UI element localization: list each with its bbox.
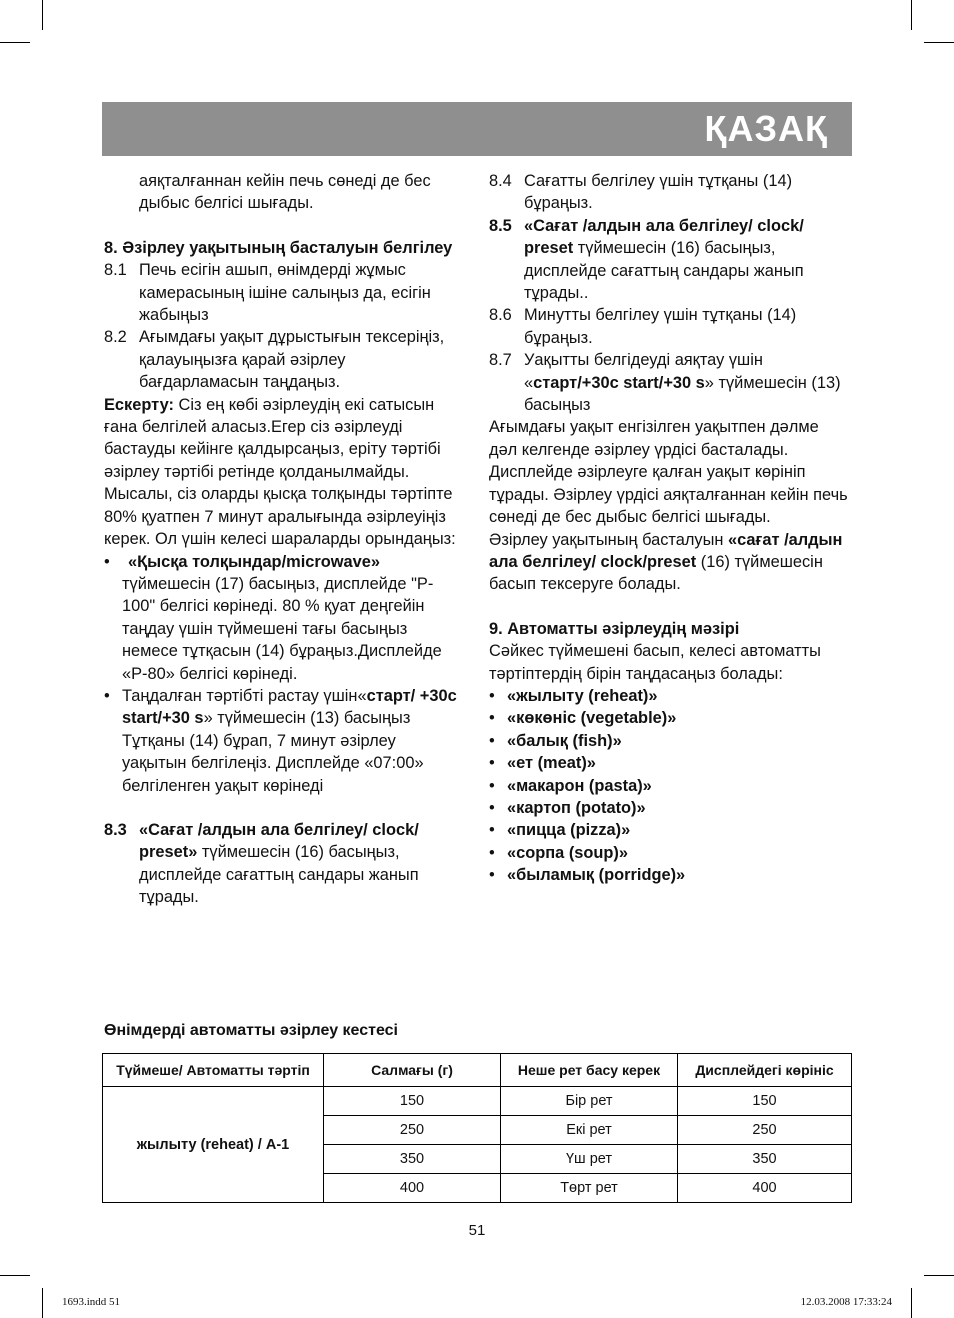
section-8-title: 8. Әзірлеу уақытының басталуын белгілеу [104, 238, 453, 257]
paragraph: Әзірлеу уақытының басталуын «сағат /алдын ала белгілеу/ clock/preset (16) түймешесін басып тексеруге болады. [489, 530, 843, 594]
step-number: 8.1 [104, 261, 127, 280]
step-text: Минутты белгілеу үшін тұтқаны (14) бұраңыз. [524, 306, 797, 347]
crop-mark [924, 42, 954, 43]
table-cell-presses: Үш рет [501, 1145, 678, 1174]
menu-item [489, 842, 851, 864]
table-cell-display: 250 [678, 1116, 852, 1145]
step-text: Ағымдағы уақыт дұрыстығын тексеріңіз, қалауыңызға қарай әзірлеу бағдарламасын таңдаңыз. [139, 328, 445, 392]
table-cell-presses: Бір рет [501, 1087, 678, 1116]
menu-item-label: «көкөніс (vegetable)» [507, 709, 677, 728]
bullet-marker: • [104, 552, 110, 571]
section-9-text: Сәйкес түймешені басып, келесі автоматты тәртіптердің бірін таңдасаңыз болады: [489, 642, 821, 683]
menu-item-label: «пицца (pizza)» [507, 821, 631, 840]
menu-item-label: «сорпа (soup)» [507, 843, 629, 862]
bullet-marker: • [489, 731, 495, 750]
bullet-marker: • [489, 776, 495, 795]
note-text: Сіз ең көбі әзірлеудің екі сатысын ғана белгілей аласыз.Егер сіз әзірлеуді бастауды кейінге қалдырсаңыз, еріту тәртібі әзірлеу тәртібі ретінде қолданылмайды. [104, 395, 441, 481]
crop-mark [911, 1288, 912, 1318]
step-8-2 [104, 326, 464, 393]
menu-item [489, 685, 851, 707]
bullet-marker: • [489, 843, 495, 862]
step-text: «Сағат /алдын ала белгілеу/ clock/ preset» түймешесін (16) басыңыз, дисплейде сағаттың сандары жанып тұрады. [139, 820, 419, 907]
table-cell-weight: 350 [324, 1145, 501, 1174]
bullet-marker: • [104, 686, 110, 705]
bullet-bold: «Қысқа толқындар/microwave» [128, 552, 380, 571]
menu-item [489, 707, 851, 729]
note-paragraph [104, 394, 464, 484]
bullet-text: Таңдалған тәртібті растау үшін«старт/ +30с start/+30 s» түймешесін (13) басыңыз Тұтқаны (14) бұрап, 7 минут әзірлеу уақытын белгілеңіз. Дисплейде «07:00» белгіленген уақыт көрінеді [122, 686, 457, 795]
crop-mark [911, 0, 912, 30]
menu-item [489, 752, 851, 774]
table-cell-weight: 150 [324, 1087, 501, 1116]
step-number: 8.2 [104, 328, 127, 347]
step-text: Уақытты белгідеуді аяқтау үшін «старт/+30с start/+30 s» түймешесін (13) басыңыз [524, 351, 841, 415]
crop-mark [0, 42, 30, 43]
step-number: 8.4 [489, 172, 512, 190]
table-cell-display: 350 [678, 1145, 852, 1174]
table-cell-display: 400 [678, 1174, 852, 1203]
footer-file: 1693.indd 51 [62, 1296, 121, 1308]
step-number: 8.5 [489, 216, 512, 235]
crop-mark [42, 0, 43, 30]
table-header: Неше рет басу керек [501, 1054, 678, 1087]
header-band [102, 102, 852, 156]
step-text: «Сағат /алдын ала белгілеу/ clock/ preset түймешесін (16) басыңыз, дисплейде сағаттың сандары жанып тұрады.. [524, 216, 804, 303]
auto-cooking-table [102, 1053, 852, 1203]
crop-mark [0, 1275, 30, 1276]
bullet-marker: • [489, 709, 495, 728]
example-text: Мысалы, сіз оларды қысқа толқынды тәртіпте 80% қуатпен 7 минут аралығында әзірлеуіңіз керек. Ол үшін келесі шараларды орындаңыз: [104, 485, 456, 549]
bullet-item [104, 551, 464, 685]
step-text: Печь есігін ашып, өнімдерді жұмыс камерасының ішіне салыңыз да, есігін жабыңыз [139, 261, 431, 325]
note-label: Ескерту: [104, 395, 174, 414]
table-header: Дисплейдегі көрініс [678, 1054, 852, 1087]
step-8-1 [104, 259, 464, 326]
bullet-marker: • [489, 754, 495, 773]
paragraph: Ағымдағы уақыт енгізілген уақытпен дәлме дәл келгенде әзірлеу үрдісі басталады. Дисплейде әзірлеуге қалған уақыт көрініп тұрады. Әзірлеу үрдісі аяқталғаннан кейін печь сөнеді де бес дыбыс белгісі шығады. [489, 418, 848, 527]
bullet-item [104, 685, 464, 797]
page-number: 51 [468, 1222, 486, 1239]
bullet-marker: • [489, 821, 495, 840]
step-8-4 [489, 170, 851, 215]
menu-item-label: «быламық (porridge)» [507, 866, 686, 885]
table-body [103, 1087, 852, 1203]
bullet-text: «Қысқа толқындар/microwave» түймешесін (17) басыңыз, дисплейде "P-100" белгісі көрінеді. 80 % қуат деңгейін таңдау үшін түймешені тағы басыңыз немесе тұтқасын (14) бұраңыз.Дисплейде «P-80» белгісі көрінеді. [122, 552, 442, 683]
step-8-7 [489, 349, 851, 416]
bullet-marker: • [489, 798, 495, 817]
menu-item [489, 797, 851, 819]
table-row [103, 1087, 852, 1116]
step-8-5 [489, 215, 851, 305]
step-8-3 [104, 819, 464, 909]
menu-item [489, 819, 851, 841]
intro-text: аяқталғаннан кейін печь сөнеді де бес дыбыс белгісі шығады. [139, 172, 431, 213]
mode-cell: жылыту (reheat) / A-1 [103, 1087, 324, 1203]
auto-menu-list [489, 685, 851, 887]
crop-mark [42, 1288, 43, 1318]
page-title: ҚАЗАҚ [704, 108, 828, 149]
step-number: 8.7 [489, 351, 512, 370]
table-cell-presses: Екі рет [501, 1116, 678, 1145]
bullet-marker: • [489, 866, 495, 885]
table-cell-display: 150 [678, 1087, 852, 1116]
table-header-row [103, 1054, 852, 1087]
menu-item-label: «картоп (potato)» [507, 798, 646, 817]
step-8-6 [489, 304, 851, 349]
menu-item [489, 775, 851, 797]
table-header: Салмағы (г) [324, 1054, 501, 1087]
crop-mark [924, 1275, 954, 1276]
menu-item-label: «макарон (pasta)» [507, 776, 652, 795]
step-number: 8.6 [489, 306, 512, 325]
menu-item [489, 730, 851, 752]
right-column [489, 170, 851, 887]
bullet-marker: • [489, 686, 495, 705]
menu-item-label: «ет (meat)» [507, 754, 596, 773]
menu-item-label: «балық (fish)» [507, 731, 622, 750]
table-cell-weight: 400 [324, 1174, 501, 1203]
table-cell-presses: Төрт рет [501, 1174, 678, 1203]
menu-item [489, 864, 851, 886]
table-cell-weight: 250 [324, 1116, 501, 1145]
left-column [104, 170, 464, 909]
step-number: 8.3 [104, 820, 127, 839]
menu-item-label: «жылыту (reheat)» [507, 686, 658, 705]
table-header: Түймеше/ Автоматты тәртіп [103, 1054, 324, 1087]
footer-datetime: 12.03.2008 17:33:24 [800, 1296, 892, 1308]
step-text: Сағатты белгілеу үшін тұтқаны (14) бұраңыз. [524, 172, 793, 213]
table-title: Өнімдерді автоматты әзірлеу кестесі [104, 1022, 398, 1039]
section-9-title: 9. Автоматты әзірлеудің мәзірі [489, 619, 740, 638]
